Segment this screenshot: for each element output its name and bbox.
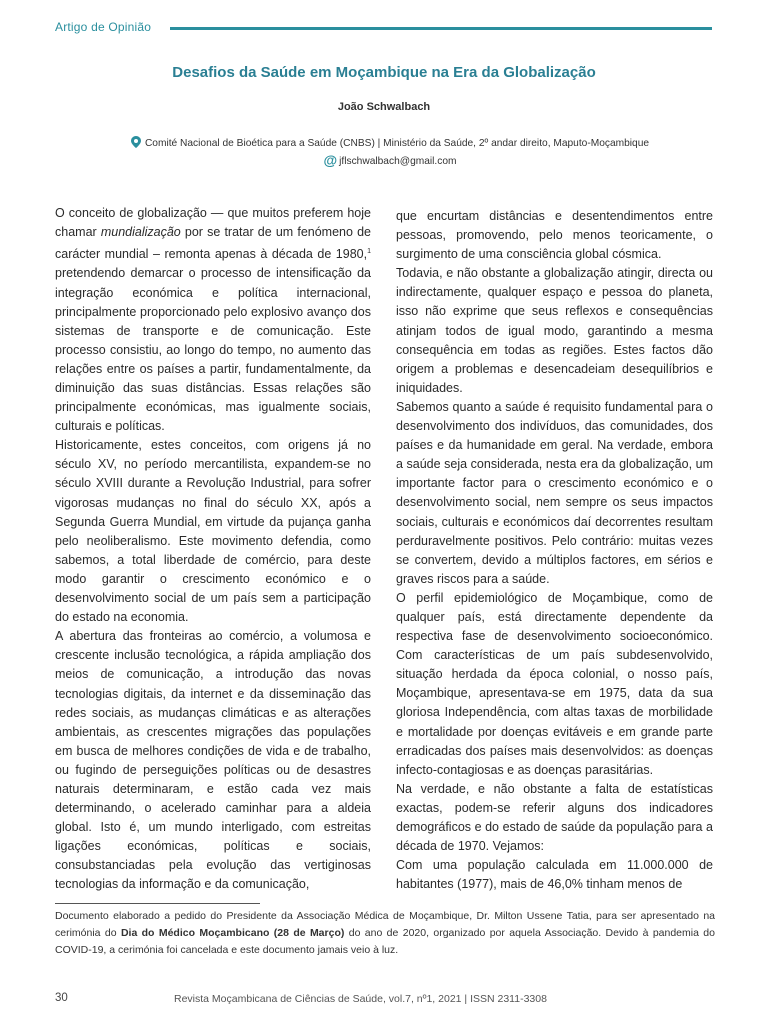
paragraph: Historicamente, estes conceitos, com origens já no século XV, no período mercantilista, expandem-se no século XVIII durante a Revolução Industrial, para sofrer vigorosas mudanças no final do século XX, após a Segunda Guerra Mundial, em virtude da pujança ganha pelo neoliberalismo. Este movimento defendia, como sabemos, a total liberdade de comércio, para deste modo garantir o crescimento económico e o desenvolvimento social de um país sem a participação do estado na economia. <box>55 438 371 625</box>
article-title: Desafios da Saúde em Moçambique na Era da Globalização <box>172 64 596 81</box>
at-sign-icon: @ <box>323 152 338 168</box>
body-column-right <box>396 207 713 894</box>
footnote: Documento elaborado a pedido do Presidente da Associação Médica de Moçambique, Dr. Milton Ussene Tatia, para ser apresentado na cerimónia do Dia do Médico Moçambicano (28 de Março) do ano de 2020, organizado por aquela Associação. Devido à pandemia do COVID-19, a cerimónia foi cancelada e este documento jamais veio à luz. <box>55 910 715 956</box>
page-number: 30 <box>55 992 68 1004</box>
paragraph: Na verdade, e não obstante a falta de estatísticas exactas, podem-se referir alguns dos indicadores demográficos e do estado de saúde da população para a década de 1970. Vejamos: <box>396 781 713 854</box>
emphasis-term: mundialização <box>100 225 181 240</box>
body-column-left <box>55 204 371 895</box>
article-author: João Schwalbach <box>337 101 431 113</box>
paragraph: Com uma população calculada em 11.000.000 de habitantes (1977), mais de 46,0% tinham menos de <box>396 858 713 892</box>
affiliation-text: Comité Nacional de Bioética para a Saúde (CNBS) | Ministério da Saúde, 2º andar direito, Maputo-Moçambique <box>144 138 650 149</box>
section-divider <box>170 27 712 30</box>
footnote-divider <box>55 903 260 904</box>
paragraph: O perfil epidemiológico de Moçambique, como de qualquer país, está directamente dependente da respectiva fase de desenvolvimento socioeconómico. Com características de um país subdesenvolvido, situação herdada da época colonial, o nosso país, Moçambique, apresentava-se em 1975, data da sua gloriosa Independência, com altas taxas de morbilidade e mortalidade por doenças evitáveis e em grande parte erradicadas dos países mais desenvolvidos: as doenças infecto-contagiosas e as doenças parasitárias. <box>396 590 713 777</box>
paragraph: Sabemos quanto a saúde é requisito fundamental para o desenvolvimento dos indivíduos, das comunidades, dos países e da humanidade em geral. Na verdade, embora a saúde seja considerada, nesta era da globalização, um importante factor para o crescimento económico e o desenvolvimento social, nem sempre os seus impactos sociais, culturais e económicos daí decorrentes resultam perduravelmente positivos. Pelo contrário: muitas vezes se convertem, devido a múltiplos factores, em sérios e graves riscos para a saúde. <box>396 399 713 586</box>
footnote-ref[interactable]: 1 <box>367 248 371 256</box>
email-line <box>80 153 700 169</box>
affiliation-block <box>80 136 700 169</box>
section-label: Artigo de Opinião <box>55 20 152 34</box>
paragraph: O conceito de globalização — que muitos preferem hoje chamar mundialização por se tratar de um fenómeno de carácter mundial – remonta apenas à década de 1980,$^1$ pretendendo demarcar o processo de intensificação da integração económica e política internacional, principalmente proporcionado pelo explosivo avanço dos sistemas de transporte e de comunicação. Este processo consistiu, ao longo do tempo, no aumento das relações entre os países a partir, fundamentalmente, da diminuição das suas distâncias. Essas relações são principalmente económicas, mas igualmente sociais, culturais e políticas. <box>55 206 371 434</box>
paragraph: Todavia, e não obstante a globalização atingir, directa ou indirectamente, qualquer espaço e pessoa do planeta, isso não exprime que seus reflexos e consequências atinjam todos de igual modo, garantindo a mesma consequência em todas as regiões. Estes factos dão origem a problemas e desencadeiam desequilíbrios e iniquidades. <box>396 266 713 395</box>
affiliation-line <box>80 136 700 153</box>
journal-citation: Revista Moçambicana de Ciências de Saúde, vol.7, nº1, 2021 | ISSN 2311-3308 <box>174 993 547 1005</box>
author-email[interactable]: jflschwalbach@gmail.com <box>339 156 457 167</box>
location-pin-icon <box>131 136 141 153</box>
paragraph: A abertura das fronteiras ao comércio, a volumosa e crescente inclusão tecnológica, a rápida ampliação dos meios de comunicação, a introdução das novas tecnologias digitais, da internet e da disseminação das redes sociais, as mudanças climáticas e as alterações ambientais, as crescentes migrações das populações em busca de melhores condições de vida e de trabalho, ou fugindo de perseguições políticas ou de desastres naturais determinaram, e estão cada vez mais determinando, o acelerado caminhar para a aldeia global. Isto é, um mundo interligado, com estreitas ligações económicas, políticas e sociais, consubstanciadas pela evolução das vertiginosas tecnologias da informação e da comunicação, <box>55 629 371 892</box>
footnote-emphasis: Dia do Médico Moçambicano (28 de Março) <box>120 927 345 939</box>
paragraph: que encurtam distâncias e desentendimentos entre pessoas, promovendo, pelo menos teoricamente, o surgimento de uma consciência global cósmica. <box>396 209 713 262</box>
